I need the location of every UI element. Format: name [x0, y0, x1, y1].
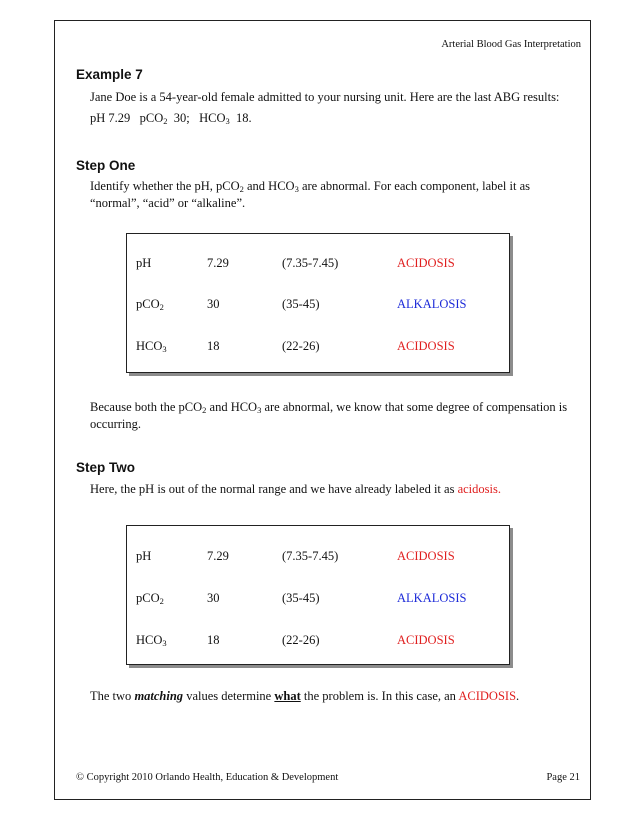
component-value: 18	[207, 339, 220, 353]
component-name: pH	[136, 549, 152, 563]
status-label: ALKALOSIS	[397, 297, 467, 311]
conclusion-text: The two matching values determine what the problem is. In this case, an ACIDOSIS.	[90, 689, 520, 703]
status-label: ACIDOSIS	[397, 256, 455, 270]
abg-results	[90, 110, 252, 127]
component-name: pH	[136, 256, 152, 270]
normal-range: (7.35-7.45)	[282, 549, 339, 563]
example-intro: Jane Doe is a 54-year-old female admitted to your nursing unit. Here are the last ABG results:	[90, 90, 560, 104]
abg-table-step-one	[126, 233, 510, 373]
hco3-result: $HCO_3$ 18.	[199, 111, 252, 126]
step-two-text: Here, the pH is out of the normal range and we have already labeled it as acidosis.	[90, 482, 501, 496]
component-name: pCO$_2$	[136, 297, 164, 312]
component-value: 7.29	[207, 256, 229, 270]
step-one-heading: Step One	[76, 158, 136, 173]
acidosis-highlight: acidosis.	[457, 482, 501, 496]
matching-emphasis: matching	[134, 689, 184, 703]
copyright-footer: © Copyright 2010 Orlando Health, Education & Development	[76, 772, 339, 783]
status-label: ACIDOSIS	[397, 339, 455, 353]
normal-range: (22-26)	[282, 633, 320, 647]
what-emphasis: what	[274, 689, 301, 703]
normal-range: (7.35-7.45)	[282, 256, 339, 270]
ph-result: pH 7.29	[90, 111, 131, 125]
component-value: 7.29	[207, 549, 229, 563]
step-one-instruction: Identify whether the pH, pCO$_2$ and $HCO_3$ are abnormal. For each component, label it as “normal”, “acid” or “alkaline”.	[90, 179, 530, 210]
component-value: 18	[207, 633, 220, 647]
component-name: $HCO_3$	[136, 339, 167, 354]
running-header: Arterial Blood Gas Interpretation	[441, 39, 581, 50]
page-number: Page 21	[546, 772, 580, 783]
acidosis-conclusion: ACIDOSIS	[458, 689, 517, 703]
normal-range: (35-45)	[282, 297, 320, 311]
component-name: $HCO_3$	[136, 633, 167, 648]
component-name: pCO$_2$	[136, 591, 164, 606]
normal-range: (35-45)	[282, 591, 320, 605]
normal-range: (22-26)	[282, 339, 320, 353]
example-heading: Example 7	[76, 67, 143, 82]
abg-table-step-two	[126, 525, 510, 665]
compensation-note: Because both the pCO$_2$ and $HCO_3$ are abnormal, we know that some degree of compensation is occurring.	[90, 400, 568, 431]
status-label: ALKALOSIS	[397, 591, 467, 605]
step-two-heading: Step Two	[76, 460, 135, 475]
component-value: 30	[207, 591, 220, 605]
component-value: 30	[207, 297, 220, 311]
status-label: ACIDOSIS	[397, 633, 455, 647]
pco2-result: pCO$_2$ 30;	[139, 111, 190, 126]
status-label: ACIDOSIS	[397, 549, 455, 563]
